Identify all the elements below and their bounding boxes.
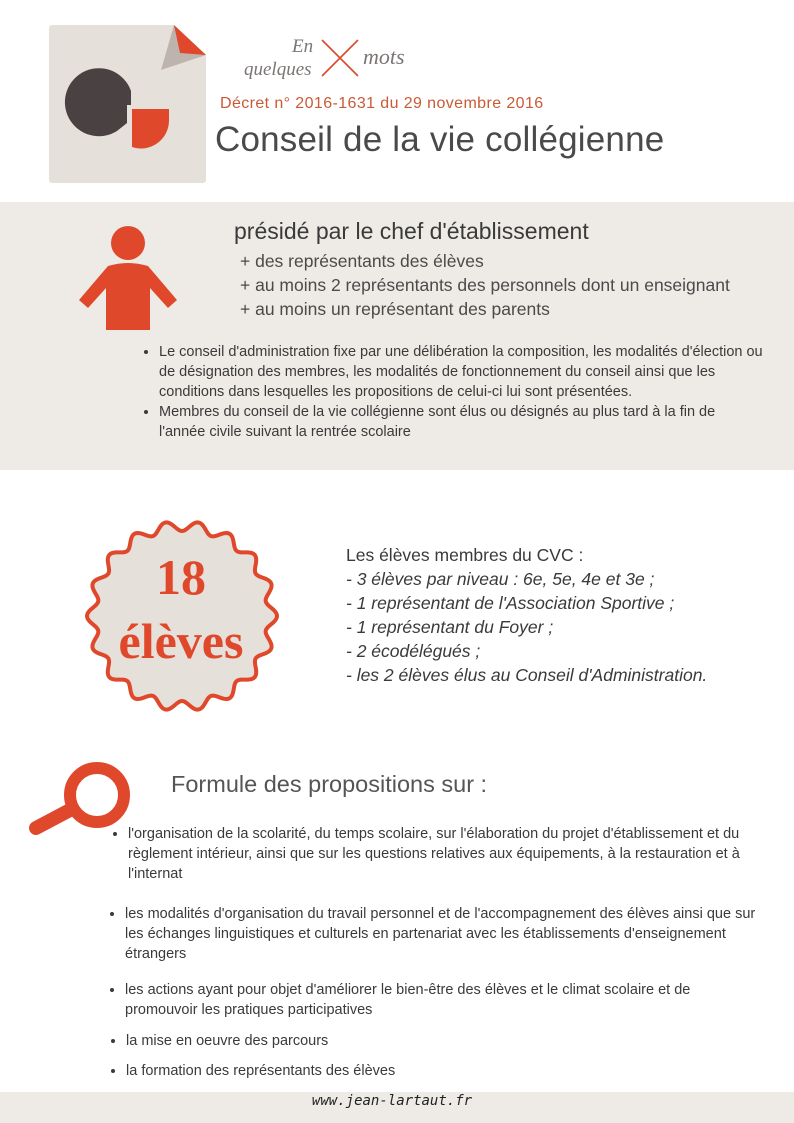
propositions-title: Formule des propositions sur : [171, 771, 488, 797]
brand-word-mots: mots [363, 44, 405, 69]
list-item: • la mise en oeuvre des parcours [126, 1031, 726, 1051]
brand-word-quelques: quelques [244, 59, 312, 80]
list-item: • la formation des représentants des élèves [126, 1061, 726, 1081]
cross-icon [320, 38, 360, 78]
students-heading: Les élèves membres du CVC : [346, 545, 584, 565]
proposition-list [106, 904, 765, 964]
decree-reference: Décret n° 2016-1631 du 29 novembre 2016 [220, 95, 544, 112]
chair-statement: présidé par le chef d'établissement [234, 218, 589, 244]
person-icon [78, 226, 178, 330]
list-item: • l'organisation de la scolarité, du temps scolaire, sur l'élaboration du projet d'établissement et du règlement intérieur, ainsi que sur les questions relatives aux équipements, à la restauration et à l'internat [128, 824, 748, 884]
proposition-list [106, 980, 740, 1020]
badge-word: élèves [118, 613, 244, 669]
footer-url: www.jean-lartaut.fr [311, 1093, 473, 1109]
page-title: Conseil de la vie collégienne [215, 120, 665, 159]
students-line: - 3 élèves par niveau : 6e, 5e, 4e et 3e ; [346, 569, 655, 589]
proposition-list [109, 824, 748, 884]
students-line: - 1 représentant de l'Association Sportive ; [346, 593, 675, 613]
document-logo-icon [49, 25, 206, 183]
badge-number: 18 [156, 549, 206, 605]
list-item: • Membres du conseil de la vie collégienne sont élus ou désignés au plus tard à la fin de l'année civile suivant la rentrée scolaire [159, 402, 779, 442]
students-line: - 1 représentant du Foyer ; [346, 617, 554, 637]
proposition-list [107, 1031, 726, 1051]
list-item: • les actions ayant pour objet d'améliorer le bien-être des élèves et le climat scolaire et de promouvoir les pratiques participatives [125, 980, 740, 1020]
brand-word-en: En [292, 36, 314, 57]
list-item: • les modalités d'organisation du travail personnel et de l'accompagnement des élèves ainsi que sur les échanges linguistiques et culturels en partenariat avec les établissements d'enseignement étrangers [125, 904, 765, 964]
proposition-list [107, 1061, 726, 1081]
logo-card [49, 25, 206, 183]
students-line: - les 2 élèves élus au Conseil d'Administration. [346, 665, 708, 685]
member-line: + au moins 2 représentants des personnels dont un enseignant [240, 275, 730, 295]
list-item: • Le conseil d'administration fixe par une délibération la composition, les modalités d'élection ou de désignation des membres, les modalités de fonctionnement du conseil ainsi que les conditions dans lesquelles les propositions de celui-ci lui sont présentées. [159, 342, 779, 402]
member-line: + des représentants des élèves [240, 251, 484, 271]
member-line: + au moins un représentant des parents [240, 299, 550, 319]
students-line: - 2 écodélégués ; [346, 641, 481, 661]
composition-notes [140, 342, 779, 442]
